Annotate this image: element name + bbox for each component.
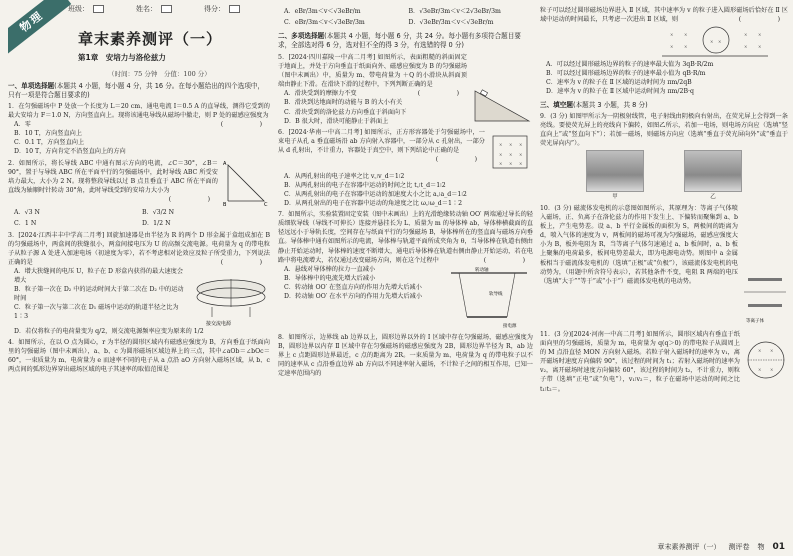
circular-region-figure <box>744 338 788 382</box>
chapter-title: 第1章 安培力与洛伦兹力 <box>78 53 166 62</box>
q4-option-a[interactable]: A．eBr/3m＜v＜√3eBr/m <box>284 8 361 15</box>
q5-option-a[interactable]: A．滑块受到的摩擦力不变 <box>284 90 357 98</box>
exam-meta: （时间：75 分钟 分值：100 分） <box>108 70 211 78</box>
q1-option-d[interactable]: D．10 T，方向肯定不沿竖直向上的方向 <box>14 148 126 156</box>
svg-text:×: × <box>718 39 722 45</box>
question-4: 4．如图所示，在以 O 点为圆心，r 为半径的圆形区域内有磁感应强度为 B，方向垂直于纸面向里的匀强磁场（图中未画出），a、b、c 为圆形磁场区域边界上的三点，其中∠aOb＝∠bOc＝60°，一束质量为 m、电荷量为 e 而速率不同的电子从 a 点沿 aO 方向射入磁场区域，从 b、c 两点间的弧形边界穿出磁场区域的电子其速率的取值范围是 <box>8 339 270 374</box>
q2-options-row2 <box>8 218 270 229</box>
svg-text:×: × <box>670 44 674 50</box>
q6-option-d[interactable]: D．从两孔射出的电子在容器中运动的角速度之比 ω꜀∶ω_d＝1∶2 <box>284 200 463 208</box>
q7-option-b[interactable]: B．导体棒中的电流先增大后减小 <box>284 274 376 282</box>
svg-text:×: × <box>519 160 523 166</box>
name-box[interactable] <box>161 5 172 13</box>
question-2: 2．如图所示，将长导线 ABC 中通有图示方向的电流，∠C＝30°，∠B＝90°，置于与导线 ABC 所在平面平行的匀强磁场中，此时导线 ABC 所受安培力最大，大小为 2 N。现将整段导线以过 B 点且垂直于 ABC 所在平面的直线为轴顺时针转动 30°角，此时导线受到的安培力大小为 ( ) <box>8 159 218 203</box>
svg-text:×: × <box>670 32 674 38</box>
section-1-heading: 一、单项选择题(本题共 4 小题，每小题 4 分，共 16 分。在每小题给出的四个选项中，只有一项是符合题目要求的) <box>8 82 265 99</box>
svg-text:×: × <box>770 347 774 353</box>
page-number: 01 <box>772 542 785 552</box>
question-1: 1．在匀强磁场中 P 处放一个长度为 L＝20 cm、通电电流 I＝0.5 A 的直导线，测得它受到的最大安培力 F＝1.0 N，方向竖直向上。现将该通电导线从磁场中撤走，则 P 处的磁感应强度为 ( ) <box>8 103 270 129</box>
score-box[interactable] <box>229 5 240 13</box>
q4-option-c[interactable]: C．eBr/3m＜v＜√3eBr/3m <box>284 19 365 26</box>
footer-label: 章末素养测评（一） <box>657 543 721 551</box>
mhd-generator-figure <box>742 272 788 328</box>
svg-text:×: × <box>770 366 774 372</box>
q2-option-d[interactable]: D．1/2 N <box>142 219 171 227</box>
page-title: 章末素养测评（一） <box>78 30 223 48</box>
svg-text:×: × <box>509 160 513 166</box>
svg-text:×: × <box>758 347 762 353</box>
cathode-tube-photo-b <box>684 150 742 192</box>
q2-option-a[interactable]: A．√3 N <box>14 208 40 216</box>
question-8-continued: 粒子可以经过圆形磁场边界进入 Ⅱ 区域，其中速率为 v 的粒子进入圆形磁场后恰好在 Ⅱ 区域中运动的时间最长，只考虑一次进出 Ⅱ 区域，则 ( ) <box>540 7 788 24</box>
question-7: 7．如图所示，实验装置固定安装（图中未画出）上的光滑绝缘转动轴 OO′ 两端通过导长的轻质细软导线（导线不可伸长）连接并悬挂长为 L、质量为 m 的导体棒 ab，导体棒横截面的直径远远小于导轨长度，空间存在与纸面平行的匀强磁场 B，导体棒所在的竖直面与磁场方向垂直。导体棒中通有如图所示的电流，导体棒与轨道平面所成夹角为 θ，当导体棒在轨道右侧由静止开始运动时，导体棒的速度不断增大，通电后导体棒在轨道右侧由静止开始运动，若在电路中将电流增大，若仅通过改变磁场方向，则在这个过程中 ( ) <box>278 211 533 264</box>
svg-text:×: × <box>758 44 762 50</box>
svg-text:×: × <box>710 39 714 45</box>
svg-text:等离子体: 等离子体 <box>746 318 764 324</box>
square-container-figure <box>489 132 533 172</box>
section-2-heading: 二、多项选择题(本题共 4 小题，每小题 6 分，共 24 分。每小题有多项符合题目要求，全部选对得 6 分，选对但不全的得 3 分，有选错的得 0 分) <box>278 32 521 49</box>
class-label: 班级： <box>68 5 89 13</box>
q6-option-b[interactable]: B．从两孔射出的电子在容器中运动的时间之比 t꜀∶t_d＝1∶2 <box>284 181 446 189</box>
q4-option-d[interactable]: D．√3eBr/3m＜v＜√3eBr/m <box>408 19 494 26</box>
svg-text:接电源: 接电源 <box>503 323 517 329</box>
question-5: 5．[2024·四川嘉陵一中高二月考] 如图所示，表面粗糙的斜面固定于地面上，并处于方向垂直于纸面向外、磁感应强度为 B 的匀强磁场（图中未画出）中，质量为 m、带电荷量为 ＋Q 的小滑块从斜面顶端由静止下滑。在滑块下滑的过程中，下列判断正确的是 ( ) <box>278 54 467 98</box>
svg-text:A: A <box>223 160 227 167</box>
q7-option-c[interactable]: C．转动轴 OO′ 在竖直方向的作用力先增大后减小 <box>284 283 422 291</box>
rotating-axle-figure <box>445 265 533 331</box>
q8-option-c[interactable]: C．速率为 v 的粒子在 Ⅱ 区域的运动时间为 πm/2qB <box>546 79 692 87</box>
question-3: 3．[2024·江西丰丰中学高二月考] 回旋加速器是由半径为 R 的两个 D 形金属于盒组成加在 B 的匀强磁场中，两盒间的狭缝很小，两盒间接电压为 U 的高频交流电源。电荷量为 q 的带电粒子从粒子源 A 处进入加速电场（初速度为零），若不考虑相对论效应及粒子所受重力，下列说法正确的是 ( ) <box>8 231 270 266</box>
q9-figure-a: 甲 <box>586 150 644 200</box>
q2-options-row1 <box>8 207 270 218</box>
question-8: 8．如图所示，边界线 ab 边界以上，圆形边界以外的 Ⅰ 区域中存在匀强磁场，磁感应强度为 B，圆形边界以内存 Ⅱ 区域中存在匀强磁场的磁感应强度为 2B，圆形边界半径为 R，ab 边界上 c 点距圆形边界最近，c 点的距离为 2R。一束质量为 m、电荷量为 q 的带电粒子以不同的速率从 c 点沿垂直边界 ab 方向以不同速率射入磁场，不计粒子之间的相互作用，已知一定速率范围内的 <box>278 333 533 378</box>
svg-text:×: × <box>509 141 513 147</box>
question-10: 10．(3 分) 磁流体发电机的示意图如图所示，其原理为：等离子气体喷入磁场，正、负离子在洛伦兹力的作用下发生上、下偏转而聚集到 a、b 板上，产生电势差。设 a、b 平行金属板的面积为 S，两极间的距离为 d，喷入气体的速度为 v，两板间的磁场可视为匀强磁场，磁感应强度大小为 B，板外电阻为 R，当等离子气体匀速通过 a、b 板间时，a、b 板上聚集的电荷最多，板间电势差最大，即为电源电动势。则图中 a 金属板相当于磁流体发电机的（选填“正极”或“负极”），该磁流体发电机的电动势为，（用题中所含符号表示），若其他条件不变，电阻 R 两端的电压（选填“大于”“等于”或“小于”）磁流体发电机的电动势。 <box>540 204 738 285</box>
q4-option-b[interactable]: B．√3eBr/3m＜v＜2√3eBr/3m <box>408 8 501 15</box>
class-box[interactable] <box>93 5 104 13</box>
q2-option-c[interactable]: C．1 N <box>14 219 37 227</box>
page-footer <box>657 542 785 552</box>
q9-figure-b: 乙 <box>684 150 742 200</box>
column-1 <box>8 0 270 556</box>
q1-option-a[interactable]: A．零 <box>14 121 31 129</box>
svg-text:C: C <box>264 201 268 207</box>
question-6: 6．[2024·华南一中高二月考] 如图所示，正方形容器处于匀强磁场中，一束电子从孔 a 垂直磁场沿 ab 方向射入容器中，一部分从 c 孔射出，一部分从 d 孔射出，不计重力，容器处于真空中，则下列结论中正确的是 ( ) <box>278 128 485 164</box>
q4-options-row2 <box>278 17 533 28</box>
q3-option-b[interactable]: B．粒子第一次在 D₂ 中的运动时间大于第二次在 D₂ 中的运动时间 <box>14 286 184 303</box>
q5-option-d[interactable]: D．B 很大时，滑块可能静止于斜面上 <box>284 117 389 125</box>
name-label: 姓名： <box>136 5 157 13</box>
column-3 <box>540 0 788 556</box>
svg-text:×: × <box>499 160 503 166</box>
q1-option-c[interactable]: C．0.1 T，方向竖直向上 <box>14 139 85 147</box>
q7-option-a[interactable]: A．悬线对导体棒的拉力一直减小 <box>284 265 376 273</box>
q3-option-c[interactable]: C．粒子第一次与第二次在 D₁ 磁场中运动的轨道半径之比为 1∶3 <box>14 304 179 321</box>
svg-text:接交流电源: 接交流电源 <box>206 320 232 327</box>
svg-text:×: × <box>744 32 748 38</box>
svg-text:×: × <box>519 151 523 157</box>
q3-option-d[interactable]: D．若仅将粒子的电荷量变为 q/2，则交流电源频率应变为原来的 1/2 <box>14 327 204 335</box>
svg-text:×: × <box>509 151 513 157</box>
cyclotron-figure <box>192 267 270 327</box>
score-label: 得分： <box>204 5 225 13</box>
q3-option-a[interactable]: A．增大狭缝间的电压 U，粒子在 D 形盒内获得的最大速度会增大 <box>14 267 184 285</box>
question-3-options-block <box>8 267 270 327</box>
svg-text:×: × <box>499 141 503 147</box>
question-5-block <box>278 51 533 126</box>
q8-option-b[interactable]: B．可以经过圆形磁场边界的粒子的速率最小值为 qB·R/m <box>546 70 706 78</box>
q7-option-d[interactable]: D．转动轴 OO′ 在水平方向的作用力先增大后减小 <box>284 292 423 300</box>
footer-tag: 物 <box>757 543 765 551</box>
svg-text:软导线: 软导线 <box>489 291 503 297</box>
svg-text:×: × <box>684 44 688 50</box>
subject-ribbon: 物理 <box>8 0 71 56</box>
q6-option-a[interactable]: A．从两孔射出的电子速率之比 v꜀∶v_d＝1∶2 <box>284 172 405 180</box>
incline-figure <box>471 85 533 125</box>
svg-text:×: × <box>684 32 688 38</box>
column-2 <box>278 0 533 556</box>
question-11: 11．(3 分)[2024·河南一中高二月考] 如图所示，圆形区域内有垂直于纸面向里的匀强磁场，质量为 m，电荷量为 q(q＞0) 的带电粒子从圆周上的 M 点沿直径 MON 方向射入磁场。若粒子射入磁场时的速率为 v₁，离开磁场时速度方向偏转 90°，该过程的时间为 t₁；若射入磁场时的速率为 v₂，离开磁场时速度方向偏转 60°，该过程的时间为 t₂，不计重力，则粒子带（选填“正电”或“负电”），v₁∶v₂＝，粒子在磁场中运动的时间之比 t₁∶t₂＝。 <box>540 330 740 393</box>
q8-option-d[interactable]: D．速率为 v 的粒子在 Ⅱ 区域中运动时间为 πm/2B·q <box>546 88 694 96</box>
svg-text:B: B <box>223 201 227 207</box>
q1-option-b[interactable]: B．10 T，方向竖直向上 <box>14 130 83 138</box>
cathode-tube-photo-a <box>586 150 644 192</box>
footer-sub: 测评卷 <box>728 543 750 551</box>
question-9: 9．(3 分) 如图甲所示为一阴极射线管，电子射线由阴极向右射出，在荧光屏上会得到一条亮线。要使荧光屏上的亮线向下偏转，如图乙所示，若加一电场，则电场方向应（选填“竖直向上”或“竖直向下”）；若加一磁场，则磁场方向应（选填“垂直于荧光屏向外”或“垂直于荧光屏向内”）。 <box>540 112 788 147</box>
circular-field-figure <box>660 24 770 60</box>
q8-option-a[interactable]: A．可以经过圆形磁场边界的粒子的速率最大值为 3qB·R/2m <box>546 61 714 69</box>
section-3-heading: 三、填空题(本题共 3 小题，共 8 分) <box>540 100 648 109</box>
question-2-block <box>8 157 270 207</box>
question-10-block <box>540 202 788 328</box>
question-7-options-block <box>278 265 533 331</box>
question-6-block <box>278 126 533 172</box>
svg-text:×: × <box>758 32 762 38</box>
q5-option-c[interactable]: C．滑块受到的洛伦兹力方向垂直于斜面向下 <box>284 108 407 116</box>
question-11-block <box>540 328 788 394</box>
triangle-abc-figure <box>222 157 270 207</box>
q9-figures <box>540 150 788 200</box>
q4-options-row1 <box>278 6 533 17</box>
q2-option-b[interactable]: B．√3/2 N <box>142 208 175 216</box>
q5-option-b[interactable]: B．滑块到达地面时的动能与 B 的大小有关 <box>284 99 403 107</box>
question-8-cont-block <box>540 0 788 24</box>
svg-text:×: × <box>499 151 503 157</box>
svg-text:转动轴: 转动轴 <box>475 267 489 273</box>
svg-text:×: × <box>744 44 748 50</box>
svg-text:×: × <box>519 141 523 147</box>
svg-text:×: × <box>758 366 762 372</box>
q6-option-c[interactable]: C．从两孔射出的电子在容器中运动的加速度大小之比 a꜀∶a_d＝1∶2 <box>284 190 467 198</box>
